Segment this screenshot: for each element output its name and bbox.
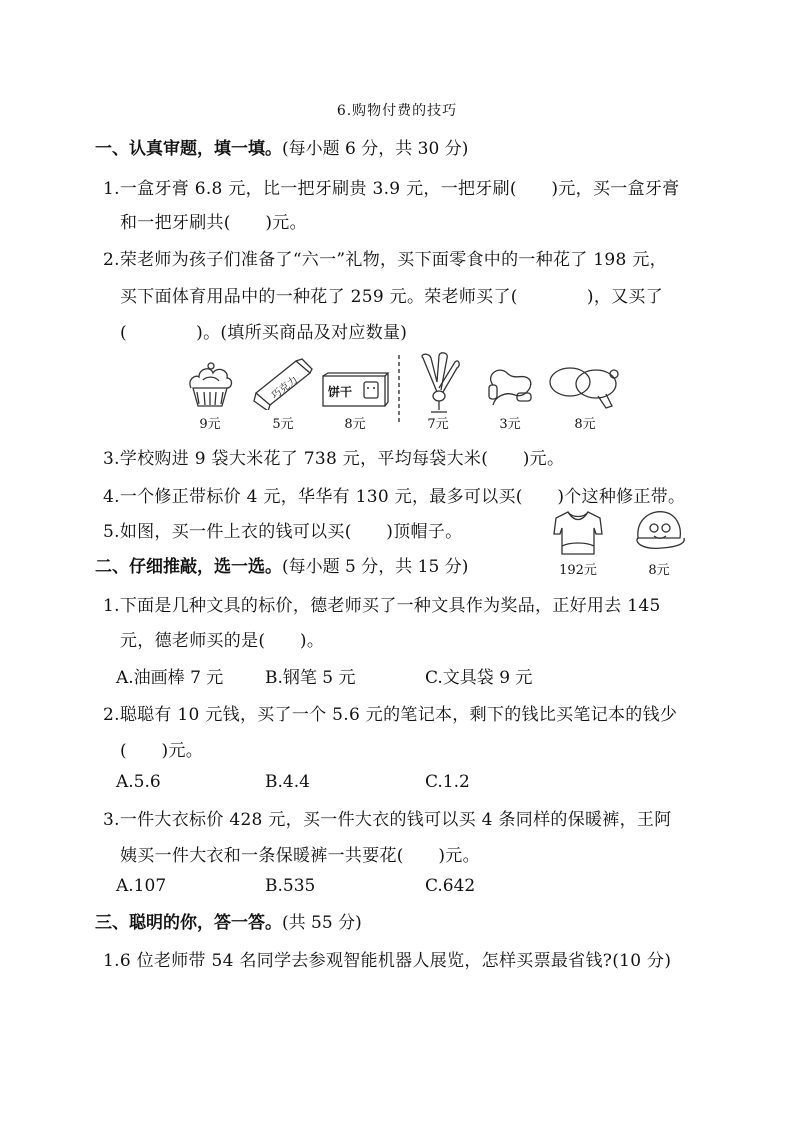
blouse-price: 192元 bbox=[559, 563, 597, 578]
s3-q1: 1.6 位老师带 54 名同学去参观智能机器人展览，怎样买票最省钱?(10 分) bbox=[103, 951, 672, 971]
jump-rope-price: 3元 bbox=[499, 417, 521, 432]
s2-q2-option-a: A.5.6 bbox=[116, 772, 161, 792]
section-3-title: 三、聪明的你，答一答。 bbox=[95, 913, 282, 933]
s2-q1-line1: 1.下面是几种文具的标价，德老师买了一种文具作为奖品，正好用去 145 bbox=[103, 596, 661, 616]
page-title: 6.购物付费的技巧 bbox=[336, 103, 458, 119]
s2-q2-option-b: B.4.4 bbox=[265, 772, 310, 792]
s2-q1-option-b: B.钢笔 5 元 bbox=[265, 668, 356, 688]
section-2-title: 二、仔细推敲，选一选。 bbox=[95, 557, 282, 577]
s2-q3-line1: 3.一件大衣标价 428 元，买一件大衣的钱可以买 4 条同样的保暖裤，王阿 bbox=[103, 810, 672, 830]
s1-q2-line1: 2.荣老师为孩子们准备了“六一”礼物，买下面零食中的一种花了 198 元， bbox=[103, 250, 667, 270]
s1-q4: 4.一个修正带标价 4 元，华华有 130 元，最多可以买( )个这种修正带。 bbox=[103, 487, 686, 507]
s2-q2-option-c: C.1.2 bbox=[425, 772, 470, 792]
section-2-note: (每小题 5 分，共 15 分) bbox=[282, 557, 469, 577]
s1-q5: 5.如图，买一件上衣的钱可以买( )顶帽子。 bbox=[103, 522, 463, 542]
s2-q1-line2: 元，德老师买的是( )。 bbox=[120, 631, 325, 651]
s2-q2-line2: ( )元。 bbox=[120, 741, 204, 761]
chocolate-icon bbox=[250, 355, 315, 410]
s1-q1-line2: 和一把牙刷共( )元。 bbox=[120, 213, 307, 233]
section-1-note: (每小题 6 分，共 30 分) bbox=[282, 139, 469, 159]
s2-q2-line1: 2.聪聪有 10 元钱，买了一个 5.6 元的笔记本，剩下的钱比买笔记本的钱少 bbox=[103, 705, 678, 725]
shuttlecock-icon bbox=[415, 352, 460, 414]
cap-icon bbox=[632, 508, 688, 558]
blouse-icon bbox=[552, 508, 604, 558]
jump-rope-icon bbox=[485, 365, 535, 410]
ping-pong-price: 8元 bbox=[574, 417, 596, 432]
biscuit-box-icon bbox=[320, 372, 390, 410]
s2-q1-option-c: C.文具袋 9 元 bbox=[425, 668, 533, 688]
chocolate-price: 5元 bbox=[272, 417, 294, 432]
s1-q1-line1: 1.一盒牙膏 6.8 元，比一把牙刷贵 3.9 元，一把牙刷( )元，买一盒牙膏 bbox=[103, 179, 680, 199]
s2-q3-option-b: B.535 bbox=[265, 876, 316, 896]
section-3-note: (共 55 分) bbox=[282, 913, 362, 933]
s2-q3-option-c: C.642 bbox=[425, 876, 476, 896]
s1-q3: 3.学校购进 9 袋大米花了 738 元，平均每袋大米( )元。 bbox=[103, 449, 565, 469]
shuttlecock-price: 7元 bbox=[427, 417, 449, 432]
s1-q2-line3: ( )。(填所买商品及对应数量) bbox=[120, 323, 408, 343]
section-2-heading bbox=[95, 552, 468, 577]
divider-dashed bbox=[396, 355, 402, 425]
section-3-heading bbox=[95, 908, 362, 933]
s1-q2-line2: 买下面体育用品中的一种花了 259 元。荣老师买了( )，又买了 bbox=[120, 287, 664, 307]
ping-pong-paddles-icon bbox=[548, 366, 623, 411]
cap-price: 8元 bbox=[648, 563, 670, 578]
section-1-heading bbox=[95, 134, 468, 159]
cupcake-icon bbox=[185, 360, 235, 410]
s2-q3-line2: 姨买一件大衣和一条保暖裤一共要花( )元。 bbox=[120, 846, 480, 866]
s2-q1-option-a: A.油画棒 7 元 bbox=[116, 668, 224, 688]
s2-q3-option-a: A.107 bbox=[116, 876, 167, 896]
section-1-title: 一、认真审题，填一填。 bbox=[95, 139, 282, 159]
biscuit-price: 8元 bbox=[344, 417, 366, 432]
biscuit-label: 饼干 bbox=[328, 385, 353, 399]
cupcake-price: 9元 bbox=[199, 417, 221, 432]
chocolate-label: 巧克力 bbox=[269, 374, 301, 402]
